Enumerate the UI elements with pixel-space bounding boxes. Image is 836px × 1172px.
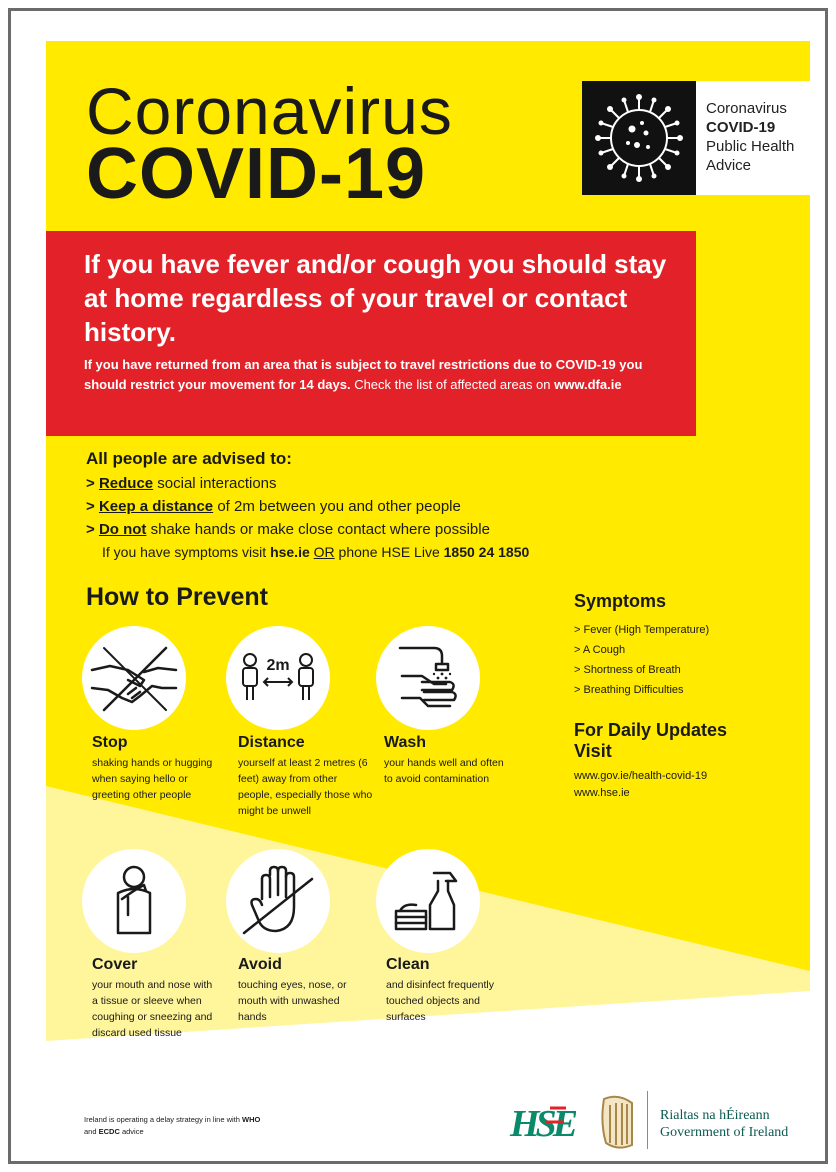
cover-description: your mouth and nose with a tissue or sleeve when coughing or sneezing and discard used tissue [92,979,213,1039]
spray-bottle-icon [376,849,480,953]
stop-circle [82,626,186,730]
wash-circle [376,626,480,730]
symptom-item: > Fever (High Temperature) [574,624,710,636]
alert-headline: If you have fever and/or cough you should stay at home regardless of your travel or contact history. [84,249,667,347]
title-covid-19: COVID-19 [86,134,427,214]
wash-description: your hands well and often to avoid contamination [384,757,504,785]
gov-english-name: Government of Ireland [660,1125,789,1140]
advice-item: > Keep a distance of 2m between you and other people [86,498,461,515]
advice-heading: All people are advised to: [86,449,292,468]
poster [46,41,810,1159]
logo-line-2: COVID-19 [706,119,776,136]
distance-description: yourself at least 2 metres (6 feet) away from other people, especially those who might be unwell [238,757,373,817]
virus-logo-panel [582,81,696,195]
advice-item: > Do not shake hands or make close contact where possible [86,521,490,538]
daily-updates-heading: For Daily Updates Visit [574,720,728,761]
general-advice [86,449,529,564]
distance-title: Distance [238,734,305,751]
symptom-item: > Shortness of Breath [574,664,681,676]
stay-home-alert [46,231,696,436]
distance-2m-label: 2m [266,657,290,674]
hse-logo [506,1096,576,1146]
hse-live-phone[interactable]: 1850 24 1850 [443,544,530,560]
distance-2m-icon [226,626,330,730]
delay-strategy-note: Ireland is operating a delay strategy in line with WHO and ECDC advice [84,1115,261,1136]
clean-title: Clean [386,956,430,973]
symptom-item: > Breathing Difficulties [574,684,684,696]
advice-item: > Reduce social interactions [86,475,277,492]
symptom-item: > A Cough [574,644,626,656]
wash-title: Wash [384,734,427,751]
stop-description: shaking hands or hugging when saying hello or greeting other people [92,757,213,801]
alert-travel-note [84,355,674,395]
hand-crossed-icon [226,849,330,953]
symptoms-panel [574,591,734,802]
avoid-description: touching eyes, nose, or mouth with unwashed hands [238,979,347,1023]
how-to-prevent-heading: How to Prevent [86,583,268,611]
cover-title: Cover [92,956,138,973]
clean-description: and disinfect frequently touched objects and surfaces [386,979,494,1023]
logo-line-1: Coronavirus [706,100,787,117]
gov-irish-name: Rialtas na hÉireann [660,1108,770,1123]
virus-icon [582,81,696,195]
symptoms-contact-line: If you have symptoms visit hse.ie OR phone HSE Live 1850 24 1850 [102,544,530,560]
hand-wash-icon [376,626,480,730]
title-coronavirus: Coronavirus [86,74,453,148]
handshake-crossed-icon [82,626,186,730]
cover-circle [82,849,186,953]
clean-circle [376,849,480,953]
public-health-advice-logo [582,81,810,195]
avoid-title: Avoid [238,956,282,973]
svg-text:HSE: HSE [510,1103,575,1145]
avoid-circle [226,849,330,953]
logo-caption [706,99,794,175]
logo-line-4: Advice [706,157,752,174]
hse-ie-link[interactable]: www.hse.ie [574,787,630,799]
alert-travel-bold: If you have returned from an area that is subject to travel restrictions due to COVID-19 you should restrict your movement for 14 days. [84,357,643,392]
logo-divider [647,1091,648,1149]
poster-frame [8,8,828,1164]
logo-line-3: Public Health [706,138,795,155]
cough-cover-icon [82,849,186,953]
hse-site-link[interactable]: hse.ie [270,544,310,560]
dfa-link[interactable]: www.dfa.ie [554,377,622,392]
alert-travel-rest: Check the list of affected areas on [350,377,555,392]
distance-circle [226,626,330,730]
government-of-ireland-logo [660,1107,788,1141]
stop-title: Stop [92,734,128,751]
gov-ie-link[interactable]: www.gov.ie/health-covid-19 [574,770,708,782]
harp-emblem-icon [596,1093,640,1153]
symptoms-heading: Symptoms [574,591,667,611]
